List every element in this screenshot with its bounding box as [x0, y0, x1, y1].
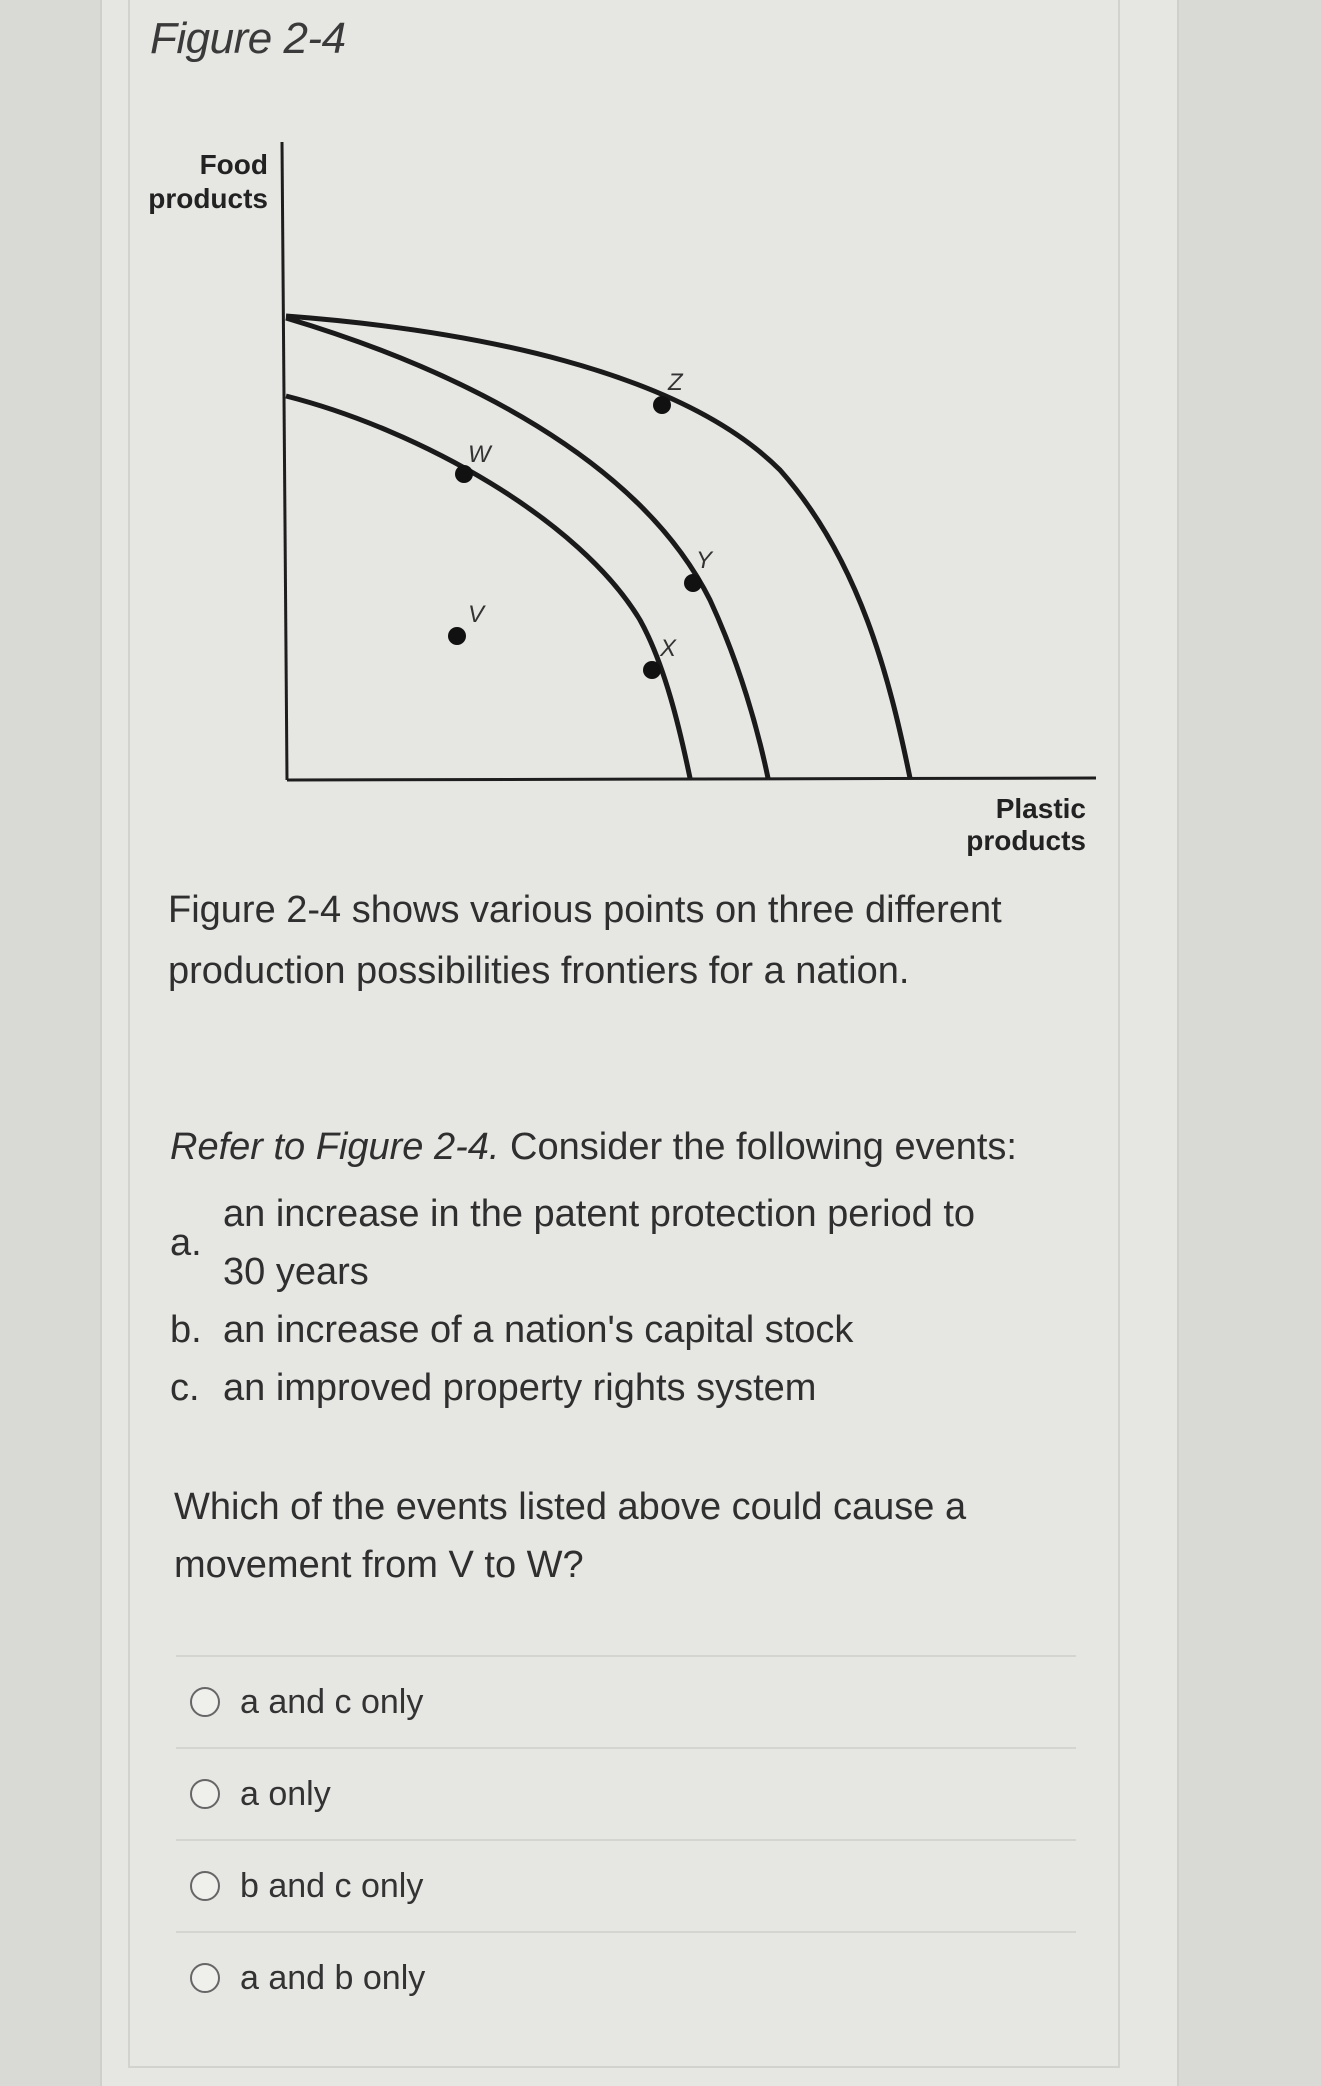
prompt-text: Consider the following events:: [499, 1126, 1017, 1168]
point-x: [643, 661, 661, 679]
ppf-chart: [0, 0, 1321, 880]
events-list: [170, 1185, 1090, 1417]
figure-title: Figure 2-4: [150, 14, 346, 63]
point-y: [684, 574, 702, 592]
answer-option-a-only[interactable]: [176, 1747, 1076, 1839]
event-item-a: [170, 1185, 1090, 1301]
question-text: [174, 1478, 1074, 1594]
event-letter: c.: [170, 1367, 200, 1409]
y-axis-label-line2: products: [148, 183, 268, 214]
y-axis-label-line1: Food: [199, 149, 268, 180]
event-text-line: an increase in the patent protection period to: [223, 1193, 976, 1235]
point-z-label: Z: [668, 369, 683, 396]
event-text-line: 30 years: [223, 1251, 369, 1293]
outer-frontier-curve: [286, 316, 910, 778]
point-x-label: X: [660, 635, 677, 662]
event-item-c: [170, 1359, 1090, 1417]
figure-caption: [168, 880, 1088, 1002]
point-v: [448, 627, 466, 645]
caption-line: production possibilities frontiers for a nation.: [168, 950, 910, 992]
point-z: [653, 396, 671, 414]
question-line: movement from V to W?: [174, 1544, 584, 1586]
point-w-label: W: [468, 441, 491, 468]
figure-reference: Refer to Figure 2-4.: [170, 1126, 500, 1168]
question-prompt: [170, 1118, 1090, 1176]
event-letter: a.: [170, 1222, 202, 1264]
caption-line: Figure 2-4 shows various points on three different: [168, 889, 1002, 931]
option-label: a and b only: [240, 1958, 426, 1997]
event-letter: b.: [170, 1309, 202, 1351]
event-text-line: an increase of a nation's capital stock: [223, 1309, 854, 1351]
option-label: a and c only: [240, 1682, 424, 1721]
y-axis: [282, 142, 287, 780]
radio-button[interactable]: [190, 1963, 220, 1993]
x-axis-label-line1: Plastic: [995, 793, 1086, 824]
radio-button[interactable]: [190, 1687, 220, 1717]
radio-button[interactable]: [190, 1779, 220, 1809]
point-y-label: Y: [696, 547, 713, 574]
event-text-line: an improved property rights system: [223, 1367, 817, 1409]
answer-option-a-and-c[interactable]: [176, 1655, 1076, 1747]
x-axis-label-line2: products: [966, 825, 1086, 856]
answer-option-b-and-c[interactable]: [176, 1839, 1076, 1931]
answer-options: [176, 1655, 1076, 2023]
question-line: Which of the events listed above could cause a: [174, 1486, 967, 1528]
option-label: a only: [240, 1774, 331, 1813]
event-item-b: [170, 1301, 1090, 1359]
point-v-label: V: [468, 601, 485, 628]
radio-button[interactable]: [190, 1871, 220, 1901]
option-label: b and c only: [240, 1866, 424, 1905]
answer-option-a-and-b[interactable]: [176, 1931, 1076, 2023]
x-axis: [287, 778, 1096, 780]
